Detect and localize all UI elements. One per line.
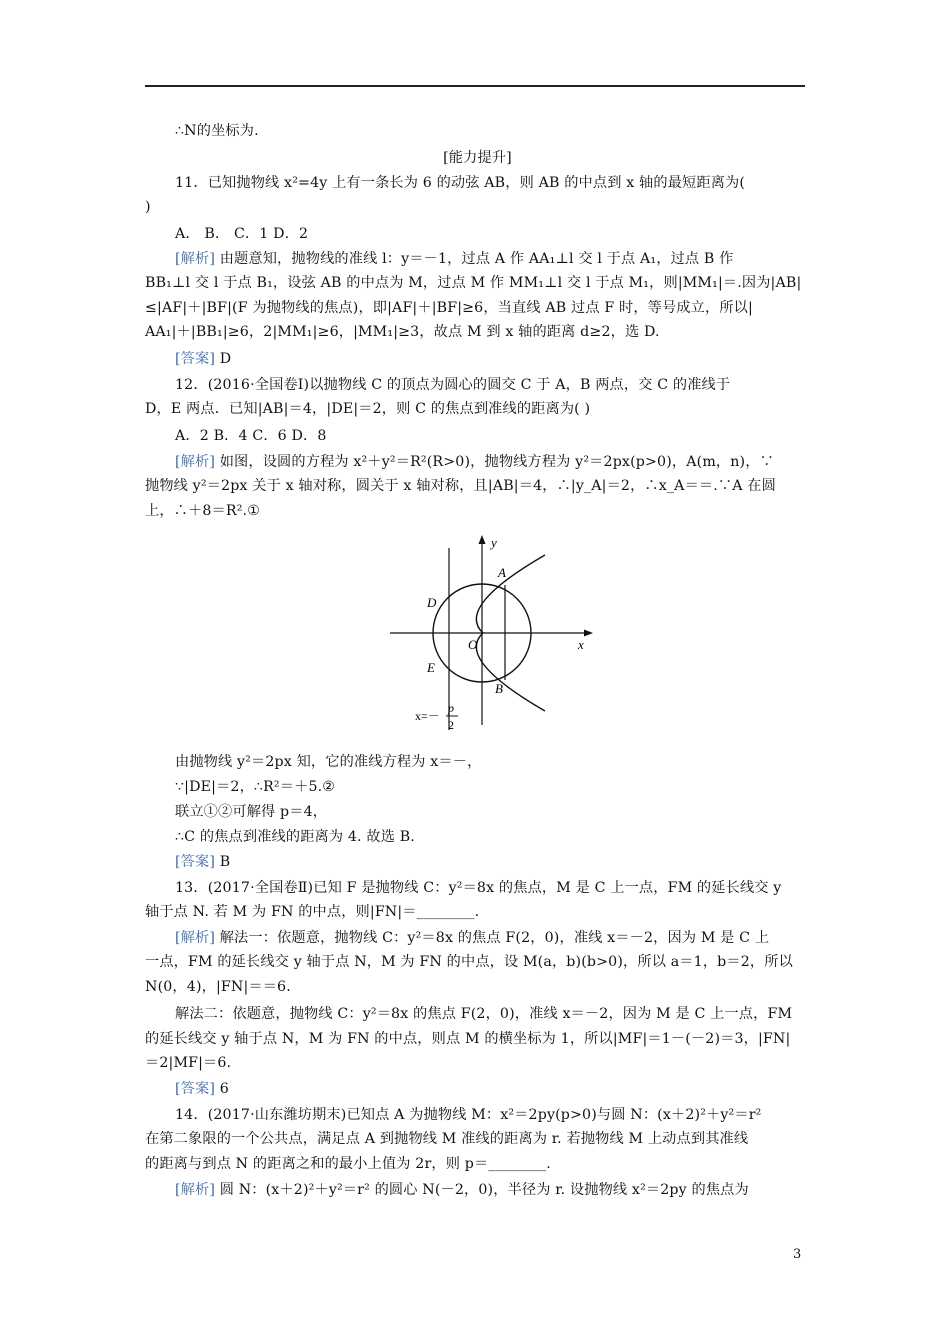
text-line: [145, 1029, 810, 1049]
line-text: ∴C 的焦点到准线的距离为 4. 故选 B.: [175, 829, 415, 845]
text-line: [145, 273, 810, 293]
line-text: 如图，设圆的方程为 x²＋y²＝R²(R>0)，抛物线方程为 y²＝2px(p>0)，A(m，n)，∵: [215, 454, 774, 470]
text-line: [145, 399, 810, 419]
line-text: 的距离与到点 N 的距离之和的最小上值为 2r，则 p＝________.: [145, 1156, 551, 1172]
section-tag: [答案]: [175, 1081, 216, 1097]
section-tag: [答案]: [175, 351, 216, 367]
text-line: [175, 928, 805, 948]
text-line: [145, 322, 810, 342]
directrix-eq-label: x=－: [415, 709, 440, 723]
section-tag: [解析]: [175, 1182, 216, 1198]
text-line: [175, 426, 805, 446]
text-line: [145, 952, 810, 972]
x-axis-label: x: [578, 637, 584, 652]
text-line: [175, 852, 805, 872]
text-line: [175, 802, 805, 822]
text-line: [175, 452, 805, 472]
y-axis-arrow: [479, 535, 486, 544]
text-line: [145, 1053, 810, 1073]
text-line: [175, 827, 805, 847]
line-text: D，E 两点．已知|AB|＝4，|DE|＝2，则 C 的焦点到准线的距离为( ): [145, 401, 591, 417]
point-b-label: B: [495, 681, 503, 696]
line-text: 由题意知，抛物线的准线 l：y＝－1，过点 A 作 AA₁⊥l 交 l 于点 A₁，过点 B 作: [215, 251, 734, 267]
section-tag: [解析]: [175, 454, 216, 470]
line-text: [能力提升]: [443, 150, 512, 166]
line-text: 14．(2017·山东潍坊期末)已知点 A 为抛物线 M：x²＝2py(p>0)与圆 N：(x＋2)²＋y²＝r²: [175, 1107, 762, 1123]
line-text: D: [215, 351, 232, 367]
line-text: N(0，4)，|FN|＝＝6.: [145, 979, 291, 995]
text-line: [175, 224, 805, 244]
line-text: 联立①②可解得 p＝4，: [175, 804, 328, 820]
line-text: 圆 N：(x＋2)²＋y²＝r² 的圆心 N(－2，0)，半径为 r. 设抛物线 x²＝2py 的焦点为: [215, 1182, 749, 1198]
text-line: [145, 197, 810, 217]
line-text: 的延长线交 y 轴于点 N，M 为 FN 的中点，则点 M 的横坐标为 1，所以|MF|＝1－(－2)＝3，|FN|: [145, 1031, 791, 1047]
text-line: [145, 501, 810, 521]
text-line: [145, 298, 810, 318]
text-line: [175, 1004, 805, 1024]
line-text: 解法二：依题意，抛物线 C：y²＝8x 的焦点 F(2，0)，准线 x＝－2，因为 M 是 C 上一点，FM: [175, 1006, 793, 1022]
text-line: [145, 1129, 810, 1149]
section-tag: [解析]: [175, 251, 216, 267]
line-text: A．2 B．4 C．6 D．8: [175, 428, 327, 444]
directrix-p-label: p: [448, 701, 454, 715]
line-text: BB₁⊥l 交 l 于点 B₁，设弦 AB 的中点为 M，过点 M 作 MM₁⊥l 交 l 于点 M₁，则|MM₁|＝.因为|AB|: [145, 275, 802, 291]
line-text: A． B． C．1 D．2: [175, 226, 309, 242]
line-text: B: [215, 854, 231, 870]
line-text: 一点，FM 的延长线交 y 轴于点 N，M 为 FN 的中点，设 M(a，b)(b>0)，所以 a＝1，b＝2，所以: [145, 954, 793, 970]
point-a-label: A: [498, 565, 506, 580]
text-line: [175, 173, 805, 193]
line-text: 12．(2016·全国卷Ⅰ)以抛物线 C 的顶点为圆心的圆交 C 于 A，B 两点，交 C 的准线于: [175, 377, 731, 393]
line-text: 上，∴＋8＝R².①: [145, 503, 261, 519]
text-line: [145, 1154, 810, 1174]
y-axis-label: y: [491, 535, 497, 550]
point-d-label: D: [427, 595, 437, 610]
text-line: [175, 249, 805, 269]
origin-label: O: [468, 637, 478, 652]
text-line: [175, 878, 805, 898]
line-text: ): [145, 199, 151, 215]
line-text: ≤|AF|＋|BF|(F 为抛物线的焦点)，即|AF|＋|BF|≥6，当直线 AB 过点 F 时，等号成立，所以|: [145, 300, 753, 316]
text-line: [175, 349, 805, 369]
line-text: 在第二象限的一个公共点，满足点 A 到抛物线 M 准线的距离为 r. 若抛物线 M 上动点到其准线: [145, 1131, 749, 1147]
line-text: ＝2|MF|＝6.: [145, 1055, 232, 1071]
line-text: 由抛物线 y²＝2px 知，它的准线方程为 x＝－，: [175, 754, 482, 770]
text-line: [175, 752, 805, 772]
line-text: 11．已知抛物线 x²=4y 上有一条长为 6 的动弦 AB，则 AB 的中点到 x 轴的最短距离为(: [175, 175, 746, 191]
line-text: 13．(2017·全国卷Ⅱ)已知 F 是抛物线 C：y²＝8x 的焦点，M 是 C 上一点，FM 的延长线交 y: [175, 880, 782, 896]
text-line: [145, 148, 810, 168]
text-line: [175, 1180, 805, 1200]
line-text: ∴N的坐标为.: [175, 123, 259, 139]
line-text: 轴于点 N. 若 M 为 FN 的中点，则|FN|＝________.: [145, 904, 480, 920]
line-text: 抛物线 y²＝2px 关于 x 轴对称，圆关于 x 轴对称，且|AB|＝4，∴|y_A|＝2，∴x_A＝＝.∵A 在圆: [145, 478, 776, 494]
circle-parabola-figure: [385, 530, 605, 740]
header-rule: [145, 85, 805, 87]
x-axis-arrow: [584, 630, 593, 637]
page-number: 3: [793, 1247, 802, 1262]
section-tag: [解析]: [175, 930, 216, 946]
line-text: ∵|DE|＝2，∴R²＝＋5.②: [175, 779, 336, 795]
text-line: [175, 375, 805, 395]
point-e-label: E: [427, 660, 435, 675]
line-text: AA₁|＋|BB₁|≥6，2|MM₁|≥6，|MM₁|≥3，故点 M 到 x 轴的距离 d≥2，选 D.: [145, 324, 660, 340]
text-line: [175, 1079, 805, 1099]
section-tag: [答案]: [175, 854, 216, 870]
text-line: [175, 121, 805, 141]
text-line: [175, 777, 805, 797]
text-line: [145, 902, 810, 922]
text-line: [145, 977, 810, 997]
directrix-two-label: 2: [448, 718, 454, 732]
line-text: 6: [215, 1081, 229, 1097]
line-text: 解法一：依题意，抛物线 C：y²＝8x 的焦点 F(2，0)，准线 x＝－2，因为 M 是 C 上: [215, 930, 770, 946]
text-line: [145, 476, 810, 496]
text-line: [175, 1105, 805, 1125]
